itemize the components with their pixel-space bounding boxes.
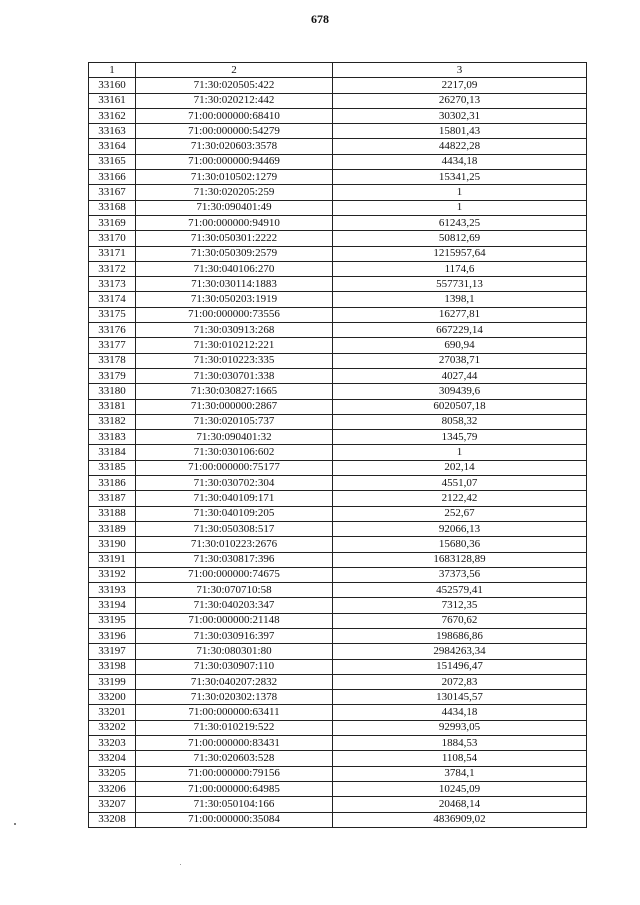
row-number-cell: 33193 bbox=[89, 583, 136, 598]
cadastral-number-cell: 71:30:030907:110 bbox=[136, 659, 333, 674]
table-row bbox=[89, 124, 587, 139]
cadastral-number-cell: 71:00:000000:64985 bbox=[136, 781, 333, 796]
cadastral-number-cell: 71:30:050104:166 bbox=[136, 797, 333, 812]
cadastral-number-cell: 71:30:030916:397 bbox=[136, 628, 333, 643]
row-number-cell: 33174 bbox=[89, 292, 136, 307]
cadastral-number-cell: 71:00:000000:79156 bbox=[136, 766, 333, 781]
row-number-cell: 33185 bbox=[89, 460, 136, 475]
table-row bbox=[89, 690, 587, 705]
table-row bbox=[89, 781, 587, 796]
row-number-cell: 33166 bbox=[89, 170, 136, 185]
value-cell: 50812,69 bbox=[333, 231, 587, 246]
row-number-cell: 33169 bbox=[89, 215, 136, 230]
cadastral-number-cell: 71:30:050309:2579 bbox=[136, 246, 333, 261]
cadastral-number-cell: 71:30:000000:2867 bbox=[136, 399, 333, 414]
scan-dot bbox=[14, 823, 16, 825]
cadastral-number-cell: 71:00:000000:35084 bbox=[136, 812, 333, 827]
cadastral-number-cell: 71:30:030701:338 bbox=[136, 368, 333, 383]
row-number-cell: 33167 bbox=[89, 185, 136, 200]
cadastral-number-cell: 71:30:020603:3578 bbox=[136, 139, 333, 154]
table-row bbox=[89, 476, 587, 491]
value-cell: 1 bbox=[333, 200, 587, 215]
row-number-cell: 33164 bbox=[89, 139, 136, 154]
table-row bbox=[89, 261, 587, 276]
table-row bbox=[89, 537, 587, 552]
header-col-2: 2 bbox=[136, 63, 333, 78]
page-number: 678 bbox=[311, 12, 329, 26]
cadastral-number-cell: 71:00:000000:73556 bbox=[136, 307, 333, 322]
value-cell: 252,67 bbox=[333, 506, 587, 521]
table-row bbox=[89, 323, 587, 338]
table-row bbox=[89, 613, 587, 628]
row-number-cell: 33201 bbox=[89, 705, 136, 720]
cadastral-number-cell: 71:30:020205:259 bbox=[136, 185, 333, 200]
row-number-cell: 33165 bbox=[89, 154, 136, 169]
table-row bbox=[89, 460, 587, 475]
row-number-cell: 33181 bbox=[89, 399, 136, 414]
value-cell: 202,14 bbox=[333, 460, 587, 475]
value-cell: 4434,18 bbox=[333, 154, 587, 169]
value-cell: 2217,09 bbox=[333, 78, 587, 93]
cadastral-number-cell: 71:00:000000:83431 bbox=[136, 736, 333, 751]
cadastral-number-cell: 71:30:090401:49 bbox=[136, 200, 333, 215]
row-number-cell: 33168 bbox=[89, 200, 136, 215]
row-number-cell: 33176 bbox=[89, 323, 136, 338]
value-cell: 7670,62 bbox=[333, 613, 587, 628]
row-number-cell: 33197 bbox=[89, 644, 136, 659]
value-cell: 6020507,18 bbox=[333, 399, 587, 414]
row-number-cell: 33187 bbox=[89, 491, 136, 506]
scan-speck bbox=[180, 864, 181, 865]
value-cell: 4434,18 bbox=[333, 705, 587, 720]
cadastral-number-cell: 71:00:000000:75177 bbox=[136, 460, 333, 475]
table-row bbox=[89, 170, 587, 185]
row-number-cell: 33160 bbox=[89, 78, 136, 93]
row-number-cell: 33184 bbox=[89, 445, 136, 460]
cadastral-number-cell: 71:30:040109:205 bbox=[136, 506, 333, 521]
value-cell: 1345,79 bbox=[333, 430, 587, 445]
cadastral-number-cell: 71:30:020212:442 bbox=[136, 93, 333, 108]
value-cell: 4836909,02 bbox=[333, 812, 587, 827]
cadastral-number-cell: 71:00:000000:94469 bbox=[136, 154, 333, 169]
cadastral-number-cell: 71:30:080301:80 bbox=[136, 644, 333, 659]
table-row bbox=[89, 567, 587, 582]
row-number-cell: 33161 bbox=[89, 93, 136, 108]
value-cell: 16277,81 bbox=[333, 307, 587, 322]
value-cell: 4027,44 bbox=[333, 368, 587, 383]
row-number-cell: 33183 bbox=[89, 430, 136, 445]
cadastral-number-cell: 71:00:000000:21148 bbox=[136, 613, 333, 628]
table-row bbox=[89, 277, 587, 292]
row-number-cell: 33194 bbox=[89, 598, 136, 613]
value-cell: 7312,35 bbox=[333, 598, 587, 613]
value-cell: 8058,32 bbox=[333, 414, 587, 429]
value-cell: 1683128,89 bbox=[333, 552, 587, 567]
cadastral-number-cell: 71:00:000000:68410 bbox=[136, 108, 333, 123]
row-number-cell: 33162 bbox=[89, 108, 136, 123]
row-number-cell: 33188 bbox=[89, 506, 136, 521]
table-row bbox=[89, 720, 587, 735]
value-cell: 44822,28 bbox=[333, 139, 587, 154]
table-row bbox=[89, 659, 587, 674]
table-row bbox=[89, 200, 587, 215]
row-number-cell: 33186 bbox=[89, 476, 136, 491]
table-row bbox=[89, 644, 587, 659]
table-row bbox=[89, 215, 587, 230]
row-number-cell: 33192 bbox=[89, 567, 136, 582]
value-cell: 1398,1 bbox=[333, 292, 587, 307]
row-number-cell: 33198 bbox=[89, 659, 136, 674]
table-row bbox=[89, 445, 587, 460]
table-row bbox=[89, 552, 587, 567]
cadastral-number-cell: 71:30:090401:32 bbox=[136, 430, 333, 445]
table-row bbox=[89, 521, 587, 536]
cadastral-number-cell: 71:30:020603:528 bbox=[136, 751, 333, 766]
value-cell: 15680,36 bbox=[333, 537, 587, 552]
row-number-cell: 33195 bbox=[89, 613, 136, 628]
row-number-cell: 33208 bbox=[89, 812, 136, 827]
table-row bbox=[89, 430, 587, 445]
value-cell: 2122,42 bbox=[333, 491, 587, 506]
value-cell: 4551,07 bbox=[333, 476, 587, 491]
table-row bbox=[89, 307, 587, 322]
table-row bbox=[89, 751, 587, 766]
value-cell: 2984263,34 bbox=[333, 644, 587, 659]
cadastral-number-cell: 71:30:010212:221 bbox=[136, 338, 333, 353]
row-number-cell: 33178 bbox=[89, 353, 136, 368]
row-number-cell: 33173 bbox=[89, 277, 136, 292]
value-cell: 26270,13 bbox=[333, 93, 587, 108]
value-cell: 1108,54 bbox=[333, 751, 587, 766]
value-cell: 20468,14 bbox=[333, 797, 587, 812]
row-number-cell: 33189 bbox=[89, 521, 136, 536]
table-row bbox=[89, 139, 587, 154]
value-cell: 198686,86 bbox=[333, 628, 587, 643]
cadastral-number-cell: 71:30:050301:2222 bbox=[136, 231, 333, 246]
cadastral-number-cell: 71:00:000000:54279 bbox=[136, 124, 333, 139]
value-cell: 15341,25 bbox=[333, 170, 587, 185]
table-row bbox=[89, 812, 587, 827]
header-col-3: 3 bbox=[333, 63, 587, 78]
value-cell: 1174,6 bbox=[333, 261, 587, 276]
value-cell: 3784,1 bbox=[333, 766, 587, 781]
value-cell: 10245,09 bbox=[333, 781, 587, 796]
value-cell: 37373,56 bbox=[333, 567, 587, 582]
table-row bbox=[89, 766, 587, 781]
table-row bbox=[89, 583, 587, 598]
value-cell: 2072,83 bbox=[333, 674, 587, 689]
row-number-cell: 33200 bbox=[89, 690, 136, 705]
cadastral-number-cell: 71:30:010219:522 bbox=[136, 720, 333, 735]
value-cell: 452579,41 bbox=[333, 583, 587, 598]
table-body bbox=[89, 78, 587, 828]
table-row bbox=[89, 231, 587, 246]
row-number-cell: 33180 bbox=[89, 384, 136, 399]
table-row bbox=[89, 368, 587, 383]
table-row bbox=[89, 154, 587, 169]
table-row bbox=[89, 78, 587, 93]
cadastral-number-cell: 71:30:020505:422 bbox=[136, 78, 333, 93]
table-row bbox=[89, 705, 587, 720]
value-cell: 1884,53 bbox=[333, 736, 587, 751]
value-cell: 92066,13 bbox=[333, 521, 587, 536]
value-cell: 30302,31 bbox=[333, 108, 587, 123]
value-cell: 27038,71 bbox=[333, 353, 587, 368]
row-number-cell: 33205 bbox=[89, 766, 136, 781]
table-row bbox=[89, 108, 587, 123]
table-row bbox=[89, 246, 587, 261]
value-cell: 309439,6 bbox=[333, 384, 587, 399]
value-cell: 130145,57 bbox=[333, 690, 587, 705]
table-row bbox=[89, 384, 587, 399]
row-number-cell: 33177 bbox=[89, 338, 136, 353]
table-row bbox=[89, 93, 587, 108]
table-row bbox=[89, 491, 587, 506]
cadastral-number-cell: 71:00:000000:94910 bbox=[136, 215, 333, 230]
cadastral-number-cell: 71:30:070710:58 bbox=[136, 583, 333, 598]
table-row bbox=[89, 292, 587, 307]
table-row bbox=[89, 338, 587, 353]
value-cell: 1215957,64 bbox=[333, 246, 587, 261]
data-table bbox=[88, 62, 587, 828]
cadastral-number-cell: 71:30:050203:1919 bbox=[136, 292, 333, 307]
header-col-1: 1 bbox=[89, 63, 136, 78]
table-row bbox=[89, 506, 587, 521]
row-number-cell: 33171 bbox=[89, 246, 136, 261]
table-row bbox=[89, 399, 587, 414]
row-number-cell: 33196 bbox=[89, 628, 136, 643]
table-row bbox=[89, 353, 587, 368]
value-cell: 667229,14 bbox=[333, 323, 587, 338]
value-cell: 557731,13 bbox=[333, 277, 587, 292]
value-cell: 1 bbox=[333, 445, 587, 460]
header-row bbox=[89, 63, 587, 78]
cadastral-number-cell: 71:30:040106:270 bbox=[136, 261, 333, 276]
cadastral-number-cell: 71:30:020105:737 bbox=[136, 414, 333, 429]
cadastral-number-cell: 71:30:040203:347 bbox=[136, 598, 333, 613]
cadastral-number-cell: 71:30:020302:1378 bbox=[136, 690, 333, 705]
row-number-cell: 33206 bbox=[89, 781, 136, 796]
cadastral-number-cell: 71:30:030817:396 bbox=[136, 552, 333, 567]
row-number-cell: 33191 bbox=[89, 552, 136, 567]
row-number-cell: 33202 bbox=[89, 720, 136, 735]
cadastral-number-cell: 71:30:010223:335 bbox=[136, 353, 333, 368]
cadastral-number-cell: 71:00:000000:74675 bbox=[136, 567, 333, 582]
table-row bbox=[89, 185, 587, 200]
value-cell: 151496,47 bbox=[333, 659, 587, 674]
cadastral-number-cell: 71:30:030702:304 bbox=[136, 476, 333, 491]
table-row bbox=[89, 674, 587, 689]
cadastral-number-cell: 71:30:010502:1279 bbox=[136, 170, 333, 185]
value-cell: 15801,43 bbox=[333, 124, 587, 139]
row-number-cell: 33170 bbox=[89, 231, 136, 246]
cadastral-number-cell: 71:30:040207:2832 bbox=[136, 674, 333, 689]
cadastral-number-cell: 71:30:010223:2676 bbox=[136, 537, 333, 552]
row-number-cell: 33207 bbox=[89, 797, 136, 812]
row-number-cell: 33199 bbox=[89, 674, 136, 689]
cadastral-number-cell: 71:00:000000:63411 bbox=[136, 705, 333, 720]
row-number-cell: 33190 bbox=[89, 537, 136, 552]
row-number-cell: 33204 bbox=[89, 751, 136, 766]
table-row bbox=[89, 628, 587, 643]
cadastral-number-cell: 71:30:030114:1883 bbox=[136, 277, 333, 292]
cadastral-number-cell: 71:30:030106:602 bbox=[136, 445, 333, 460]
table-row bbox=[89, 414, 587, 429]
cadastral-number-cell: 71:30:030827:1665 bbox=[136, 384, 333, 399]
row-number-cell: 33182 bbox=[89, 414, 136, 429]
row-number-cell: 33163 bbox=[89, 124, 136, 139]
row-number-cell: 33175 bbox=[89, 307, 136, 322]
value-cell: 92993,05 bbox=[333, 720, 587, 735]
table-row bbox=[89, 797, 587, 812]
table-row bbox=[89, 598, 587, 613]
table-header bbox=[89, 63, 587, 78]
value-cell: 690,94 bbox=[333, 338, 587, 353]
row-number-cell: 33172 bbox=[89, 261, 136, 276]
cadastral-number-cell: 71:30:030913:268 bbox=[136, 323, 333, 338]
value-cell: 1 bbox=[333, 185, 587, 200]
table-row bbox=[89, 736, 587, 751]
row-number-cell: 33203 bbox=[89, 736, 136, 751]
row-number-cell: 33179 bbox=[89, 368, 136, 383]
cadastral-number-cell: 71:30:040109:171 bbox=[136, 491, 333, 506]
cadastral-number-cell: 71:30:050308:517 bbox=[136, 521, 333, 536]
value-cell: 61243,25 bbox=[333, 215, 587, 230]
